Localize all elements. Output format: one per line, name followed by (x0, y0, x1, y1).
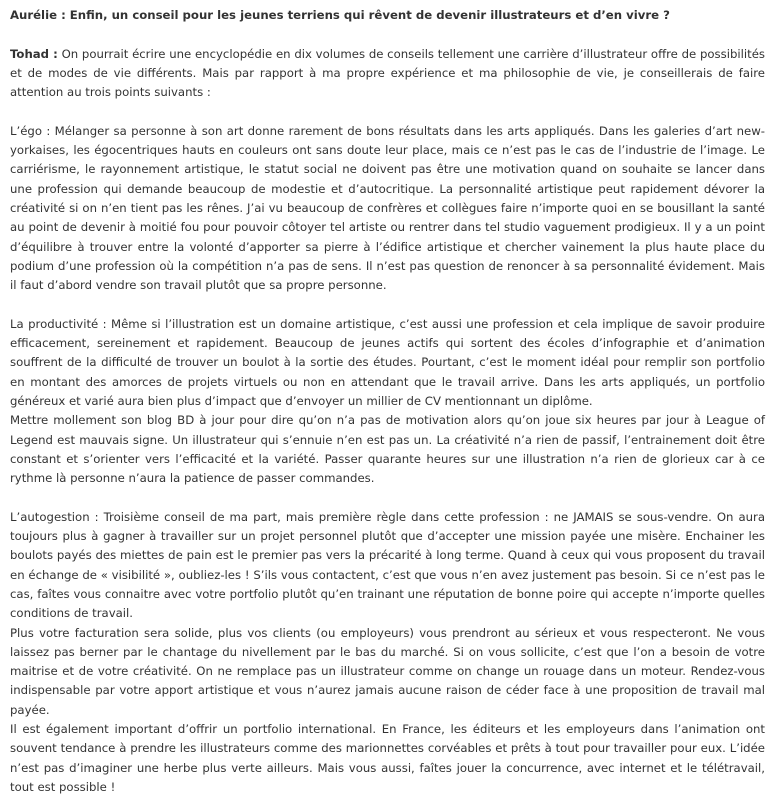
section-autogestion: L’autogestion : Troisième conseil de ma part, mais première règle dans cette profession : ne JAMAIS se sous-vendre. On aura toujours plus à gagner à travailler sur un projet personnel plutôt que d’accepter une mission payée une misère. Enchainer les boulots payés des miettes de pain est le premier pas vers la précarité à long terme. Quand à ceux qui vous proposent du travail en échange de « visibilité », oubliez-les ! S’ils vous contactent, c’est que vous n’en avez justement pas besoin. Si ce n’est pas le cas, faîtes vous connaitre avec votre portfolio plutôt qu’en trainant une réputation de bonne poire qui accepte n’importe quelles conditions de travail. (10, 509, 765, 621)
speaker-name: Tohad : (10, 46, 58, 61)
section-ego: L’égo : Mélanger sa personne à son art donne rarement de bons résultats dans les arts appliqués. Dans les galeries d’art new-yorkaises, les égocentriques hauts en couleurs ont sans doute leur place, mais ce n’est pas le cas de l’industrie de l’image. Le carriérisme, le rayonnement artistique, le statut social ne doivent pas être une motivation quand on souhaite se lancer dans une profession qui demande beaucoup de modestie et d’autocritique. La personnalité artistique peut rapidement dévorer la créativité si on n’en tient pas les rênes. J’ai vu beaucoup de confrères et collègues faire n’importe quoi en se bousillant la santé au point de devenir à moitié fou pour pouvoir côtoyer tel artiste ou rentrer dans tel studio vaguement prodigieux. Il y a un point d’équilibre à trouver entre la volonté d’apporter sa pierre à l’édifice artistique et chercher vainement la plus haute place du podium d’une profession où la compétition n’a pas de sens. Il n’est pas question de renoncer à sa personnalité évidement. Mais il faut d’abord vendre son travail plutôt que sa propre personne. (10, 123, 765, 293)
section-productivity-continued: Mettre mollement son blog BD à jour pour dire qu’on n’a pas de motivation alors qu’on joue six heures par jour à League of Legend est mauvais signe. Un illustrateur qui s’ennuie n’en est pas un. La créativité n’a rien de passif, l’entrainement doit être constant et s’orienter vers l’efficacité et la variété. Passer quarante heures sur une illustration n’a rien de glorieux car à ce rythme là personne n’aura la patience de passer commandes. (10, 413, 765, 486)
paragraph-spacer (10, 488, 765, 507)
paragraph-spacer (10, 25, 765, 44)
section-productivity: La productivité : Même si l’illustration est un domaine artistique, c’est aussi une profession et cela implique de savoir produire efficacement, sereinement et rapidement. Beaucoup de jeunes actifs qui sortent des écoles d’infographie et d’animation souffrent de la difficulté de trouver un boulot à la sortie des études. Pourtant, c’est le moment idéal pour remplir son portfolio en montant des amorces de projets virtuels ou non en attendant que le travail arrive. Dans les arts appliqués, un portfolio généreux et varié aura bien plus d’impact que d’envoyer un millier de CV mentionnant un diplôme. (10, 316, 765, 408)
section-autogestion-international: Il est également important d’offrir un portfolio international. En France, les éditeurs et les employeurs dans l’animation ont souvent tendance à prendre les illustrateurs comme des marionnettes corvéables et prêts à tout pour travailler pour eux. L’idée n’est pas d’imaginer une herbe plus verte ailleurs. Mais vous aussi, faîtes jouer la concurrence, avec internet et le télétravail, tout est possible ! (10, 721, 765, 794)
section-autogestion-billing: Plus votre facturation sera solide, plus vos clients (ou employeurs) vous prendront au sérieux et vous respecteront. Ne vous laissez pas berner par le chantage du nivellement par le bas du marché. Si on vous sollicite, c’est que l’on a besoin de votre maitrise et de votre créativité. On ne remplace pas un illustrateur comme on change un rouage dans un moteur. Rendez-vous indispensable par votre apport artistique et vous n’aurez jamais aucune raison de céder face à une proposition de travail mal payée. (10, 625, 765, 717)
paragraph-spacer (10, 102, 765, 121)
answer-intro-text: On pourrait écrire une encyclopédie en dix volumes de conseils tellement une carrière d’illustrateur offre de possibilités et de modes de vie différents. Mais par rapport à ma propre expérience et ma philosophie de vie, je conseillerais de faire attention au trois points suivants : (10, 46, 765, 100)
paragraph-spacer (10, 295, 765, 314)
answer-intro (10, 45, 765, 103)
interview-question: Aurélie : Enfin, un conseil pour les jeunes terriens qui rêvent de devenir illustrateurs et d’en vivre ? (10, 8, 670, 22)
